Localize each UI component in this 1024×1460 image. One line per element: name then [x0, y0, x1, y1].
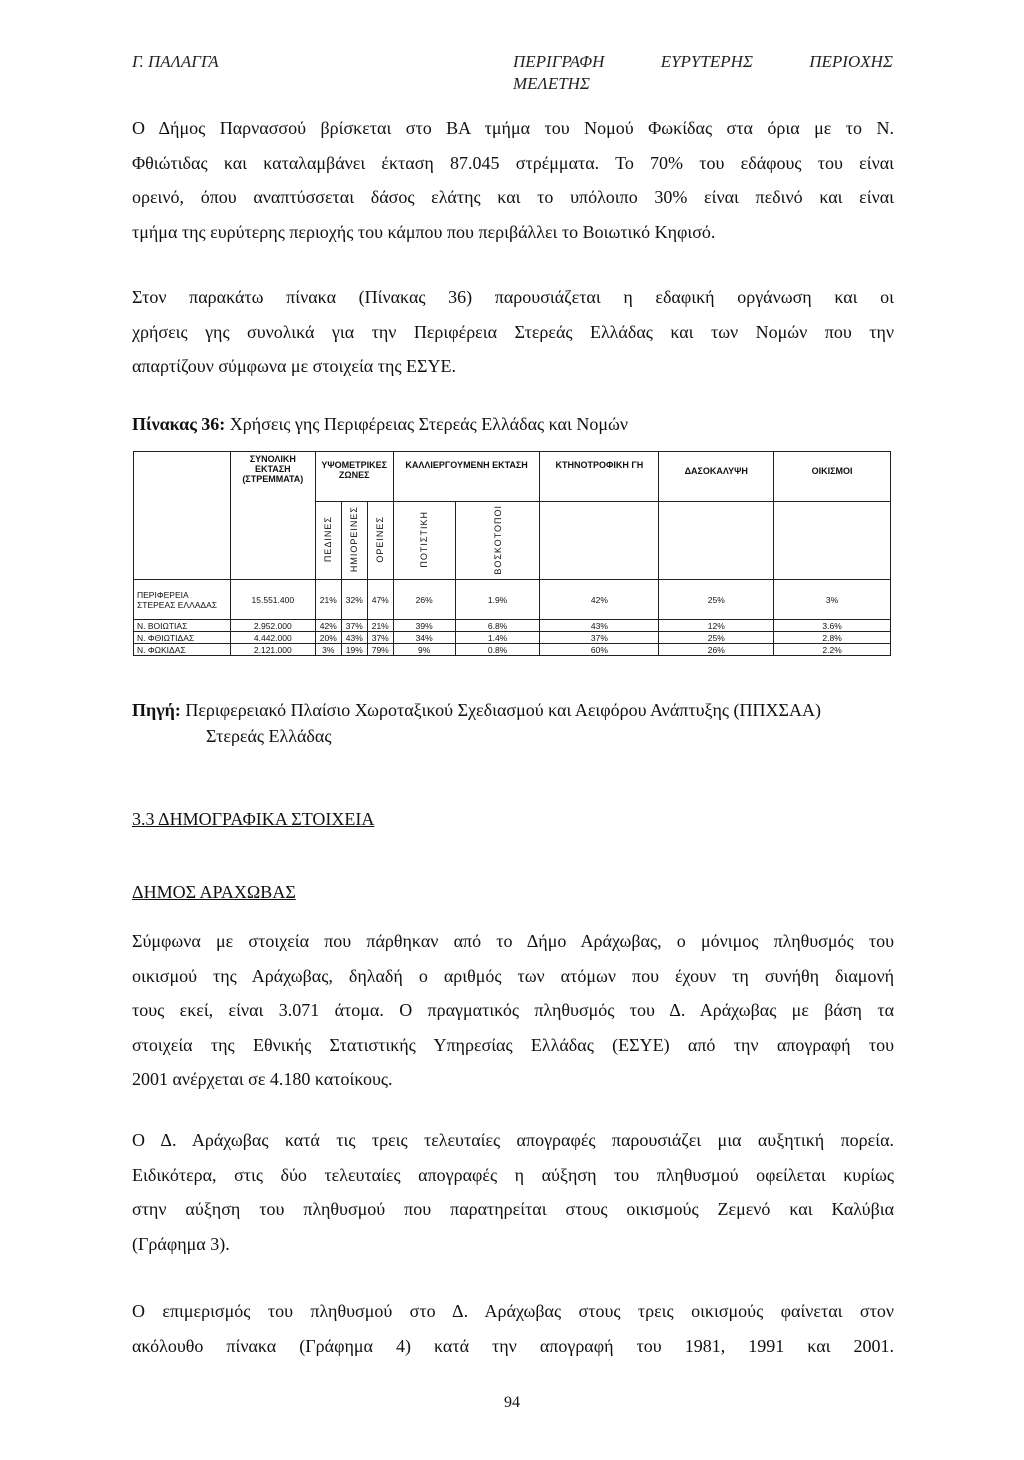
table-caption-label: Πίνακας 36: [132, 414, 226, 434]
subheader-pastures: ΒΟΣΚΟΤΟΠΟΙ [455, 502, 540, 580]
row-region-name: ΠΕΡΙΦΕΡΕΙΑ ΣΤΕΡΕΑΣ ΕΛΛΑΔΑΣ [134, 580, 231, 620]
cell-mountain: 47% [367, 580, 393, 620]
table-source [132, 697, 894, 749]
cell-forest-cover: 26% [659, 644, 774, 656]
table-row [134, 580, 891, 620]
text-line: Ο επιμερισμός του πληθυσμού στο Δ. Αράχωβας στους τρεις οικισμούς φαίνεται στον [132, 1301, 894, 1321]
text-line: απαρτίζουν σύμφωνα με στοιχεία της ΕΣΥΕ. [132, 356, 456, 376]
header-author: Γ. ΠΑΛΑΓΓΑ [132, 52, 219, 71]
header-total-area: ΣΥΝΟΛΙΚΗ ΕΚΤΑΣΗ (ΣΤΡΕΜΜΑΤΑ) [230, 452, 315, 580]
header-settlements: ΟΙΚΙΣΜΟΙ [774, 452, 891, 502]
subheader-empty [659, 502, 774, 580]
header-forest-cover: ΔΑΣΟΚΑΛΥΨΗ [659, 452, 774, 502]
text-line: χρήσεις γης συνολικά για την Περιφέρεια Στερεάς Ελλάδας και των Νομών που την [132, 321, 894, 342]
cell-irrigated: 26% [393, 580, 455, 620]
table-row [134, 632, 891, 644]
row-region-name: Ν. ΒΟΙΩΤΙΑΣ [134, 620, 231, 632]
text-line: τμήμα της ευρύτερης περιοχής του κάμπου που περιβάλλει το Βοιωτικό Κηφισό. [132, 221, 716, 242]
cell-lowland: 21% [315, 580, 341, 620]
text-line: τους εκεί, είναι 3.071 άτομα. Ο πραγματικός πληθυσμός του Δ. Αράχωβας με βάση τα [132, 1000, 894, 1020]
land-use-table [133, 451, 891, 656]
header-region [134, 452, 231, 580]
cell-pasture-land: 60% [540, 644, 659, 656]
cell-mountain: 21% [367, 620, 393, 632]
cell-semi-mountain: 32% [341, 580, 367, 620]
section-heading: 3.3 ΔΗΜΟΓΡΑΦΙΚΑ ΣΤΟΙΧΕΙΑ [132, 809, 375, 829]
paragraph-population-distribution [132, 1294, 894, 1363]
paragraph-population-trend [132, 1123, 894, 1261]
cell-irrigated: 39% [393, 620, 455, 632]
table-row [134, 644, 891, 656]
cell-pastures: 6.8% [455, 620, 540, 632]
cell-mountain: 37% [367, 632, 393, 644]
cell-total-area: 2.121.000 [230, 644, 315, 656]
paragraph-population [132, 924, 894, 1097]
row-region-name: Ν. ΦΘΙΩΤΙΔΑΣ [134, 632, 231, 644]
header-cultivated-area: ΚΑΛΛΙΕΡΓΟΥΜΕΝΗ ΕΚΤΑΣΗ [393, 452, 540, 502]
subsection-heading: ΔΗΜΟΣ ΑΡΑΧΩΒΑΣ [132, 882, 296, 902]
subheader-irrigated: ΠΟΤΙΣΤΙΚΗ [393, 502, 455, 580]
text-line: Ειδικότερα, στις δύο τελευταίες απογραφές η αύξηση του πληθυσμού οφείλεται κυρίως [132, 1164, 894, 1185]
cell-semi-mountain: 43% [341, 632, 367, 644]
source-label: Πηγή: [132, 700, 181, 720]
text-line: Ο Δ. Αράχωβας κατά τις τρεις τελευταίες απογραφές παρουσιάζει μια αυξητική πορεία. [132, 1130, 894, 1150]
text-line: 2001 ανέρχεται σε 4.180 κατοίκους. [132, 1069, 393, 1089]
cell-settlements: 3.6% [774, 620, 891, 632]
table-caption [132, 407, 894, 442]
cell-forest-cover: 25% [659, 580, 774, 620]
cell-forest-cover: 12% [659, 620, 774, 632]
text-line: Ο Δήμος Παρνασσού βρίσκεται στο ΒΑ τμήμα του Νομού Φωκίδας στα όρια με το Ν. [132, 118, 894, 138]
text-line: Σύμφωνα με στοιχεία που πάρθηκαν από το Δήμο Αράχωβας, ο μόνιμος πληθυσμός του [132, 931, 894, 951]
text-line: ορεινό, όπου αναπτύσσεται δάσος ελάτης και το υπόλοιπο 30% είναι πεδινό και είναι [132, 187, 894, 207]
cell-forest-cover: 25% [659, 632, 774, 644]
source-text: Περιφερειακό Πλαίσιο Χωροταξικού Σχεδιασμού και Αειφόρου Ανάπτυξης (ΠΠΧΣΑΑ) [180, 700, 822, 720]
cell-lowland: 42% [315, 620, 341, 632]
text-line: ακόλουθο πίνακα (Γράφημα 4) κατά την απογραφή του 1981, 1991 και 2001. [132, 1335, 894, 1356]
subheader-empty [540, 502, 659, 580]
cell-mountain: 79% [367, 644, 393, 656]
paragraph-table-intro [132, 280, 894, 384]
text-line: Στον παρακάτω πίνακα (Πίνακας 36) παρουσιάζεται η εδαφική οργάνωση και οι [132, 287, 894, 307]
subheader-lowland: ΠΕΔΙΝΕΣ [315, 502, 341, 580]
text-line: στην αύξηση του πληθυσμού που παρατηρείται στους οικισμούς Ζεμενό και Καλύβια [132, 1199, 894, 1219]
source-text-line2: Στερεάς Ελλάδας [206, 726, 332, 746]
header-pasture-land: ΚΤΗΝΟΤΡΟΦΙΚΗ ΓΗ [540, 452, 659, 502]
cell-settlements: 3% [774, 580, 891, 620]
text-line: στοιχεία της Εθνικής Στατιστικής Υπηρεσίας Ελλάδας (ΕΣΥΕ) από την απογραφή του [132, 1034, 894, 1055]
cell-lowland: 3% [315, 644, 341, 656]
cell-pastures: 1.4% [455, 632, 540, 644]
cell-pasture-land: 43% [540, 620, 659, 632]
cell-settlements: 2.8% [774, 632, 891, 644]
subheader-mountain: ΟΡΕΙΝΕΣ [367, 502, 393, 580]
header-chapter-line2: ΜΕΛΕΤΗΣ [513, 74, 591, 93]
header-chapter-title [513, 52, 893, 94]
paragraph-municipality-intro [132, 111, 894, 249]
cell-irrigated: 34% [393, 632, 455, 644]
cell-semi-mountain: 37% [341, 620, 367, 632]
table-caption-text: Χρήσεις γης Περιφέρειας Στερεάς Ελλάδας και Νομών [225, 414, 628, 434]
cell-pastures: 0.8% [455, 644, 540, 656]
text-line: (Γράφημα 3). [132, 1233, 230, 1254]
header-chapter-line1: ΠΕΡΙΓΡΑΦΗ ΕΥΡΥΤΕΡΗΣ ΠΕΡΙΟΧΗΣ [513, 52, 893, 71]
cell-irrigated: 9% [393, 644, 455, 656]
text-line: οικισμού της Αράχωβας, δηλαδή ο αριθμός των ατόμων που έχουν τη συνήθη διαμονή [132, 965, 894, 986]
table-row [134, 620, 891, 632]
table-header-row [134, 452, 891, 502]
cell-pasture-land: 42% [540, 580, 659, 620]
cell-total-area: 15.551.400 [230, 580, 315, 620]
cell-total-area: 4.442.000 [230, 632, 315, 644]
subheader-semi-mountain: ΗΜΙΟΡΕΙΝΕΣ [341, 502, 367, 580]
cell-lowland: 20% [315, 632, 341, 644]
cell-settlements: 2.2% [774, 644, 891, 656]
text-line: Φθιώτιδας και καταλαμβάνει έκταση 87.045 στρέμματα. Το 70% του εδάφους του είναι [132, 152, 894, 173]
subheader-empty [774, 502, 891, 580]
header-altitude-zones: ΥΨΟΜΕΤΡΙΚΕΣ ΖΩΝΕΣ [315, 452, 393, 502]
cell-total-area: 2.952.000 [230, 620, 315, 632]
row-region-name: Ν. ΦΩΚΙΔΑΣ [134, 644, 231, 656]
cell-semi-mountain: 19% [341, 644, 367, 656]
page-number: 94 [504, 1394, 520, 1411]
cell-pastures: 1.9% [455, 580, 540, 620]
cell-pasture-land: 37% [540, 632, 659, 644]
